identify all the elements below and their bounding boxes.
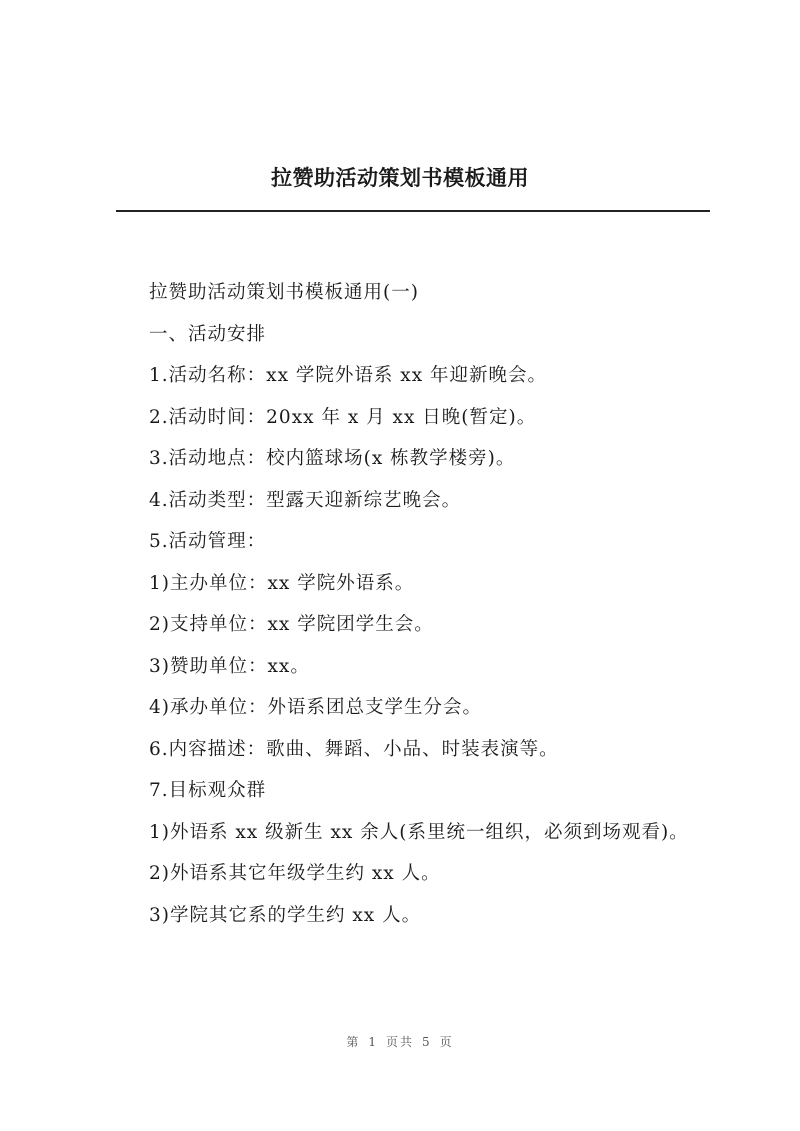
- paragraph-activity-type: 4.活动类型：型露天迎新综艺晚会。: [149, 489, 462, 511]
- title-divider: [116, 210, 710, 212]
- footer-current-page: 1: [368, 1035, 378, 1049]
- page-number-footer: [0, 1033, 800, 1050]
- paragraph-heading: 拉赞助活动策划书模板通用(一): [149, 282, 419, 303]
- paragraph-sponsor-unit: 3)赞助单位：xx。: [149, 655, 310, 677]
- paragraph-content-description: 6.内容描述：歌曲、舞蹈、小品、时装表演等。: [149, 738, 559, 760]
- paragraph-activity-name: 1.活动名称：xx 学院外语系 xx 年迎新晚会。: [149, 365, 548, 386]
- footer-prefix: 第: [346, 1035, 361, 1049]
- paragraph-audience-freshmen: 1)外语系 xx 级新生 xx 余人(系里统一组织，必须到场观看)。: [149, 821, 689, 843]
- footer-middle: 页共: [385, 1035, 414, 1049]
- paragraph-organizer-unit: 4)承办单位：外语系团总支学生分会。: [149, 697, 482, 718]
- paragraph-activity-management: 5.活动管理：: [149, 531, 267, 552]
- paragraph-section-title: 一、活动安排: [149, 323, 267, 345]
- document-body: [109, 272, 689, 936]
- paragraph-audience-other-departments: 3)学院其它系的学生约 xx 人。: [149, 904, 422, 926]
- paragraph-target-audience: 7.目标观众群: [149, 780, 267, 801]
- paragraph-activity-time: 2.活动时间：20xx 年 x 月 xx 日晚(暂定)。: [149, 406, 537, 428]
- footer-total-pages: 5: [422, 1035, 432, 1049]
- paragraph-audience-other-grades: 2)外语系其它年级学生约 xx 人。: [149, 863, 441, 884]
- paragraph-activity-location: 3.活动地点：校内篮球场(x 栋教学楼旁)。: [149, 448, 516, 469]
- paragraph-support-unit: 2)支持单位：xx 学院团学生会。: [149, 614, 434, 635]
- document-title: 拉赞助活动策划书模板通用: [271, 165, 529, 190]
- paragraph-host-unit: 1)主办单位：xx 学院外语系。: [149, 572, 415, 594]
- footer-suffix: 页: [439, 1035, 454, 1049]
